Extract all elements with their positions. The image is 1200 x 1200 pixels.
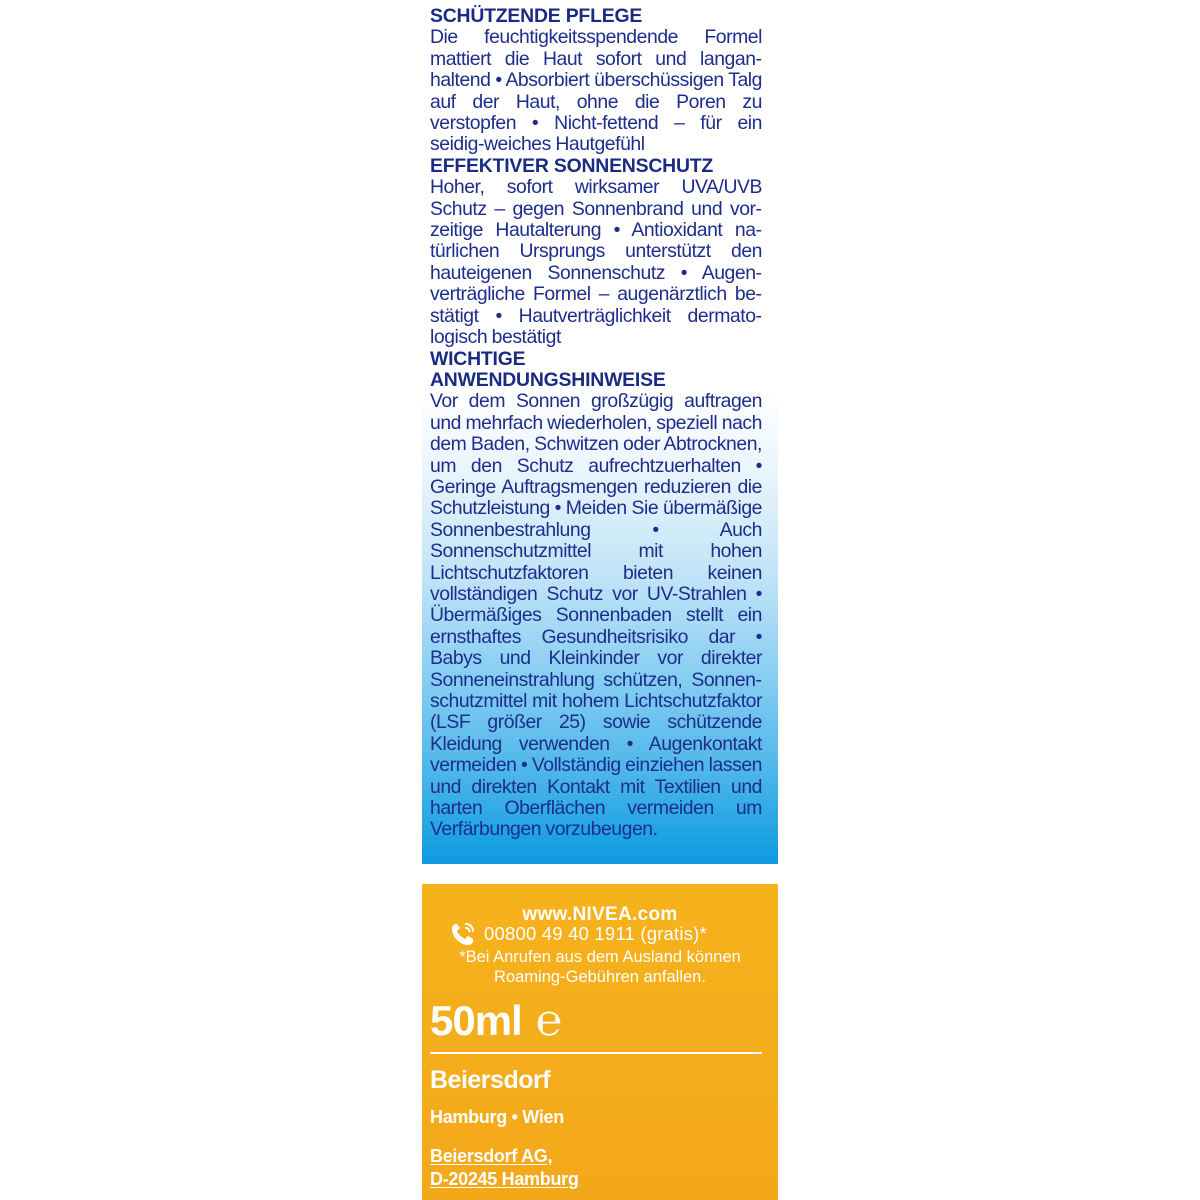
address-line-1: Beiersdorf AG, — [430, 1146, 553, 1166]
website-link[interactable]: www.NIVEA.com — [522, 904, 678, 925]
contact-panel — [422, 884, 778, 1200]
address-line-2: D-20245 Hamburg — [430, 1169, 579, 1189]
manufacturer-brand: Beiersdorf — [430, 1066, 551, 1094]
label-text-block — [430, 6, 762, 841]
divider — [430, 1052, 762, 1054]
section-heading-protective-care: SCHÜTZENDE PFLEGE — [430, 5, 643, 27]
label-text-panel — [422, 0, 778, 864]
phone-icon — [450, 921, 478, 947]
estimated-sign-icon: ℮ — [535, 995, 562, 1046]
section-body-sun-protection: Hoher, sofort wirksamer UVA/UVB Schutz – gegen Sonnenbrand und vorzeitige Hautalterung • Antioxidant natürlichen Ursprungs unterstützt den hauteigenen Sonnenschutz • Augenverträgliche Formel – augenärztlich bestätigt • Hautverträglichkeit dermatologisch bestätigt — [430, 176, 762, 349]
section-heading-usage-notes: WICHTIGE ANWENDUNGSHINWEISE — [430, 347, 666, 391]
phone-row — [450, 921, 707, 947]
section-body-usage-notes: Vor dem Sonnen großzügig auftragen und mehrfach wiederholen, speziell nach dem Baden, Schwitzen oder Abtrocknen, um den Schutz aufrechtzuerhalten • Geringe Auftragsmengen reduzieren die Schutzleistung • Meiden Sie übermäßige Sonnenbestrahlung • Auch Sonnenschutzmittel mit hohen Lichtschutzfaktoren bieten keinen vollständigen Schutz vor UV-Strahlen • Übermäßiges Sonnenbaden stellt ein ernsthaftes Gesundheitsrisiko dar • Babys und Kleinkinder vor direkter Sonneneinstrahlung schützen, Sonnenschutzmittel mit hohem Lichtschutzfaktor (LSF größer 25) sowie schützende Kleidung verwenden • Augenkontakt vermeiden • Vollständig einziehen lassen und direkten Kontakt mit Textilien und harten Oberflächen vermeiden um Verfärbungen vorzubeugen. — [430, 390, 762, 841]
phone-number[interactable]: 00800 49 40 1911 (gratis)* — [484, 923, 707, 944]
section-heading-sun-protection: EFFEKTIVER SONNENSCHUTZ — [430, 154, 714, 177]
section-body-protective-care: Die feuchtigkeitsspendende Formel mattiert die Haut sofort und langanhaltend • Absorbiert überschüssigen Talg auf der Haut, ohne die Poren zu verstopfen • Nicht-fettend – für ein seidig-weiches Hautgefühl — [430, 26, 762, 156]
volume-amount: 50ml — [430, 997, 522, 1044]
volume — [430, 997, 561, 1045]
manufacturer-cities: Hamburg • Wien — [430, 1107, 564, 1127]
manufacturer-address — [430, 1145, 579, 1191]
roaming-note: *Bei Anrufen aus dem Ausland können Roaming-Gebühren anfallen. — [459, 948, 741, 986]
